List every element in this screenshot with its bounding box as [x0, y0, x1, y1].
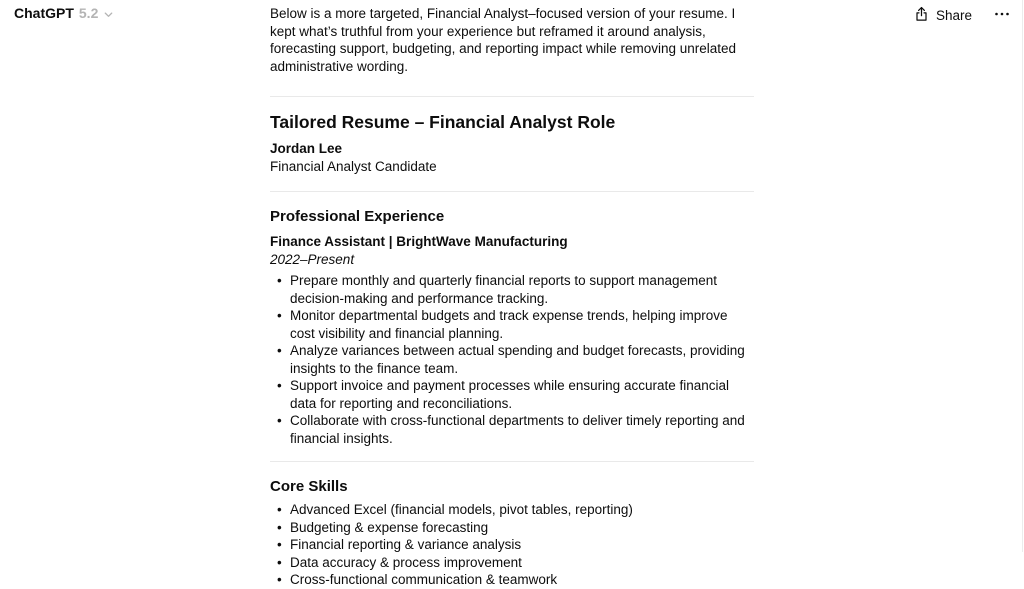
section-divider: [270, 191, 754, 192]
share-icon: [914, 6, 929, 25]
candidate-name: Jordan Lee: [270, 141, 343, 156]
assistant-message: [270, 0, 754, 589]
model-version: 5.2: [78, 5, 99, 21]
more-options-button[interactable]: [992, 4, 1012, 26]
list-item: • Budgeting & expense forecasting: [270, 519, 754, 537]
list-item: • Monitor departmental budgets and track expense trends, helping improve cost visibility and financial planning.: [270, 307, 754, 342]
resume-title: Tailored Resume – Financial Analyst Role: [270, 112, 616, 132]
list-item: • Cross-functional communication & teamwork: [270, 571, 754, 589]
list-item: • Collaborate with cross-functional departments to deliver timely reporting and financial insights.: [270, 412, 754, 447]
list-item: • Support invoice and payment processes while ensuring accurate financial data for reporting and reconciliations.: [270, 377, 754, 412]
app-name: ChatGPT: [14, 5, 74, 21]
skills-heading: Core Skills: [270, 478, 348, 495]
share-button[interactable]: [914, 6, 972, 25]
list-item: • Advanced Excel (financial models, pivot tables, reporting): [270, 501, 754, 519]
share-label: Share: [935, 7, 972, 23]
list-item: • Data accuracy & process improvement: [270, 554, 754, 572]
experience-heading: Professional Experience: [270, 208, 445, 225]
chevron-down-icon: [103, 9, 114, 20]
header-actions: [914, 4, 1012, 26]
job-dates: 2022–Present: [270, 251, 355, 267]
window-edge-divider: [1022, 0, 1023, 552]
candidate-role: Financial Analyst Candidate: [270, 158, 437, 174]
list-item: • Financial reporting & variance analysis: [270, 536, 754, 554]
section-divider: [270, 96, 754, 97]
job-title: Finance Assistant | BrightWave Manufacturing: [270, 234, 568, 249]
skills-bullet-list: [270, 501, 754, 589]
list-item: • Prepare monthly and quarterly financial reports to support management decision-making and performance tracking.: [270, 272, 754, 307]
ellipsis-icon: [994, 6, 1010, 24]
section-divider: [270, 461, 754, 462]
model-switcher[interactable]: [14, 5, 114, 21]
experience-bullet-list: [270, 272, 754, 447]
list-item: • Analyze variances between actual spending and budget forecasts, providing insights to the finance team.: [270, 342, 754, 377]
intro-paragraph: Below is a more targeted, Financial Analyst–focused version of your resume. I kept what’s truthful from your experience but reframed it around analysis, forecasting support, budgeting, and reporting impact while removing unrelated administrative wording.: [270, 6, 737, 74]
